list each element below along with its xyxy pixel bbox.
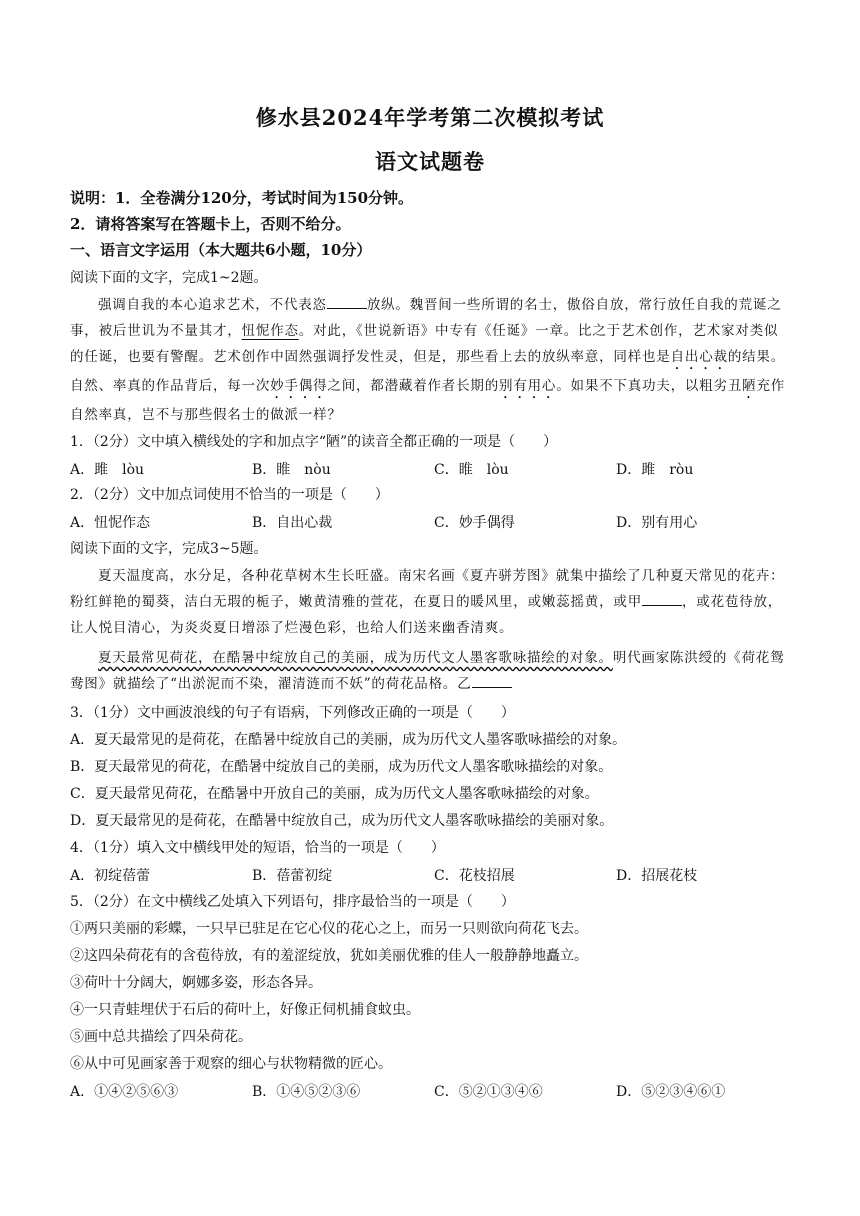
q5-item-1: ①两只美丽的彩蝶，一只早已驻足在它心仪的花心之上，而另一只则欲向荷花飞去。 [70,921,588,937]
q3-option-c[interactable]: C．夏天最常见荷花，在酷暑中开放自己的美丽，成为历代文人墨客歌咏描绘的对象。 [70,786,599,802]
passage-2-para-2 [70,645,792,697]
passage-1-text: 。如果不下真功夫，以粗劣丑 [556,378,743,394]
q5-item-6: ⑥从中可见画家善于观察的细心与状物精微的匠心。 [70,1056,392,1072]
question-5-options [70,1081,792,1101]
question-4-options [70,865,792,885]
passage-2-para-1 [70,563,792,641]
q5-item-3: ③荷叶十分阔大，婀娜多姿，形态各异。 [70,975,322,991]
q5-option-b[interactable]: B．①④⑤②③⑥ [252,1084,361,1100]
q3-option-d[interactable]: D．夏天最常见的是荷花，在酷暑中绽放自己，成为历代文人墨客歌咏描绘的美丽对象。 [70,813,614,829]
question-2-options [70,512,792,532]
passage-1-text: 的结果。自然、率真的作品背后，每一次 [70,349,786,394]
exam-title: 修水县2024年学考第二次模拟考试 [255,105,605,130]
q5-option-d[interactable]: D．⑤②③④⑥① [616,1084,726,1100]
dotted-char: 陋 [742,378,757,394]
q4-option-b[interactable]: B．蓓蕾初绽 [252,868,333,884]
question-5-stem: 5．（2分）在文中横线乙处填入下列语句，排序最恰当的一项是（ ） [70,894,515,910]
passage-2-text: 夏天温度高，水分足，各种花草树木生长旺盛。南宋名画《夏卉骈芳图》就集中描绘了几种夏天常见的花卉：粉红鲜艳的蜀葵，洁白无瑕的栀子，嫩黄清雅的萱花，在夏日的暖风里，或嫩蕊摇黄，或甲 [70,568,785,610]
passage-2-text: 明代画家陈洪绶的《荷花鸳鸯图》就描绘了“出淤泥而不染，濯清涟而不妖”的荷花品格。乙 [70,650,785,692]
fill-blank [327,294,367,309]
question-1-options [70,459,792,479]
q1-option-b[interactable]: B．睢 nòu [252,462,331,478]
reading-intro-1: 阅读下面的文字，完成1~2题。 [70,270,268,286]
passage-1 [70,292,792,428]
exam-subtitle: 语文试题卷 [375,149,485,174]
q5-item-5: ⑤画中总共描绘了四朵荷花。 [70,1029,252,1045]
q1-option-a[interactable]: A．雎 lòu [70,462,145,478]
note-1: 说明：1．全卷满分120分，考试时间为150分钟。 [70,189,414,207]
passage-1-text: 充作自然率真，岂不与那些假名士的做派一样？ [70,378,786,423]
q5-item-2: ②这四朵荷花有的含苞待放，有的羞涩绽放，犹如美丽优雅的佳人一般静静地矗立。 [70,948,588,964]
question-1-stem: 1．（2分）文中填入横线处的字和加点字“陋”的读音全都正确的一项是（ ） [70,434,558,450]
q1-option-d[interactable]: D．雎 ròu [616,462,694,478]
passage-2-text: ，或花苞待放，让人悦目清心，为炎炎夏日增添了烂漫色彩，也给人们送来幽香清爽。 [70,594,783,636]
q5-item-4: ④一只青蛙埋伏于石后的荷叶上，好像正伺机捕食蚊虫。 [70,1002,420,1018]
q4-option-c[interactable]: C．花枝招展 [434,868,515,884]
dotted-word: 妙手偶得 [270,378,328,394]
q2-option-a[interactable]: A．忸怩作态 [70,515,151,531]
q2-option-b[interactable]: B．自出心裁 [252,515,333,531]
question-4-stem: 4．（1分）填入文中横线甲处的短语，恰当的一项是（ ） [70,840,445,856]
q2-option-c[interactable]: C．妙手偶得 [434,515,515,531]
question-3-stem: 3．（1分）文中画波浪线的句子有语病，下列修改正确的一项是（ ） [70,705,515,721]
q1-option-c[interactable]: C．睢 lòu [434,462,509,478]
section-heading: 一、语言文字运用（本大题共6小题，10分） [70,241,372,259]
passage-1-text: 强调自我的本心追求艺术，不代表恣 [98,297,327,313]
q3-option-a[interactable]: A．夏天最常见的是荷花，在酷暑中绽放自己的美丽，成为历代文人墨客歌咏描绘的对象。 [70,732,627,748]
q5-option-c[interactable]: C．⑤②①③④⑥ [434,1084,543,1100]
reading-intro-2: 阅读下面的文字，完成3~5题。 [70,541,268,557]
passage-1-text: 。对此，《世说新语》中专有《任诞》一章。比之于艺术创作，艺术家对类似的任诞，也要有警醒。艺术创作中固然强调抒发性灵，但是，那些看上去的放纵率意，同样也是 [70,323,779,365]
passage-1-text: 放纵。魏晋间一些所谓的名士，傲俗自放，常行放任自我的荒诞之事，被后世讥为不量其才， [70,297,782,339]
q5-option-a[interactable]: A．①④②⑤⑥③ [70,1084,179,1100]
underlined-word: 忸怩作态 [241,323,299,339]
fill-blank-jia [642,591,682,606]
passage-1-text: 之间，都潜藏着作者长期的 [327,378,500,394]
note-2: 2．请将答案写在答题卡上，否则不给分。 [70,215,351,233]
q2-option-d[interactable]: D．别有用心 [616,515,698,531]
q4-option-a[interactable]: A．初绽蓓蕾 [70,868,151,884]
dotted-word: 别有用心 [499,378,557,394]
fill-blank-yi [472,673,512,688]
dotted-word: 自出心裁 [670,349,728,365]
q4-option-d[interactable]: D．招展花枝 [616,868,698,884]
question-2-stem: 2．（2分）文中加点词使用不恰当的一项是（ ） [70,487,389,503]
q3-option-b[interactable]: B．夏天最常见的荷花，在酷暑中绽放自己的美丽，成为历代文人墨客歌咏描绘的对象。 [70,759,613,775]
wavy-underlined-sentence: 夏天最常见荷花，在酷暑中绽放自己的美丽，成为历代文人墨客歌咏描绘的对象。 [98,650,613,666]
